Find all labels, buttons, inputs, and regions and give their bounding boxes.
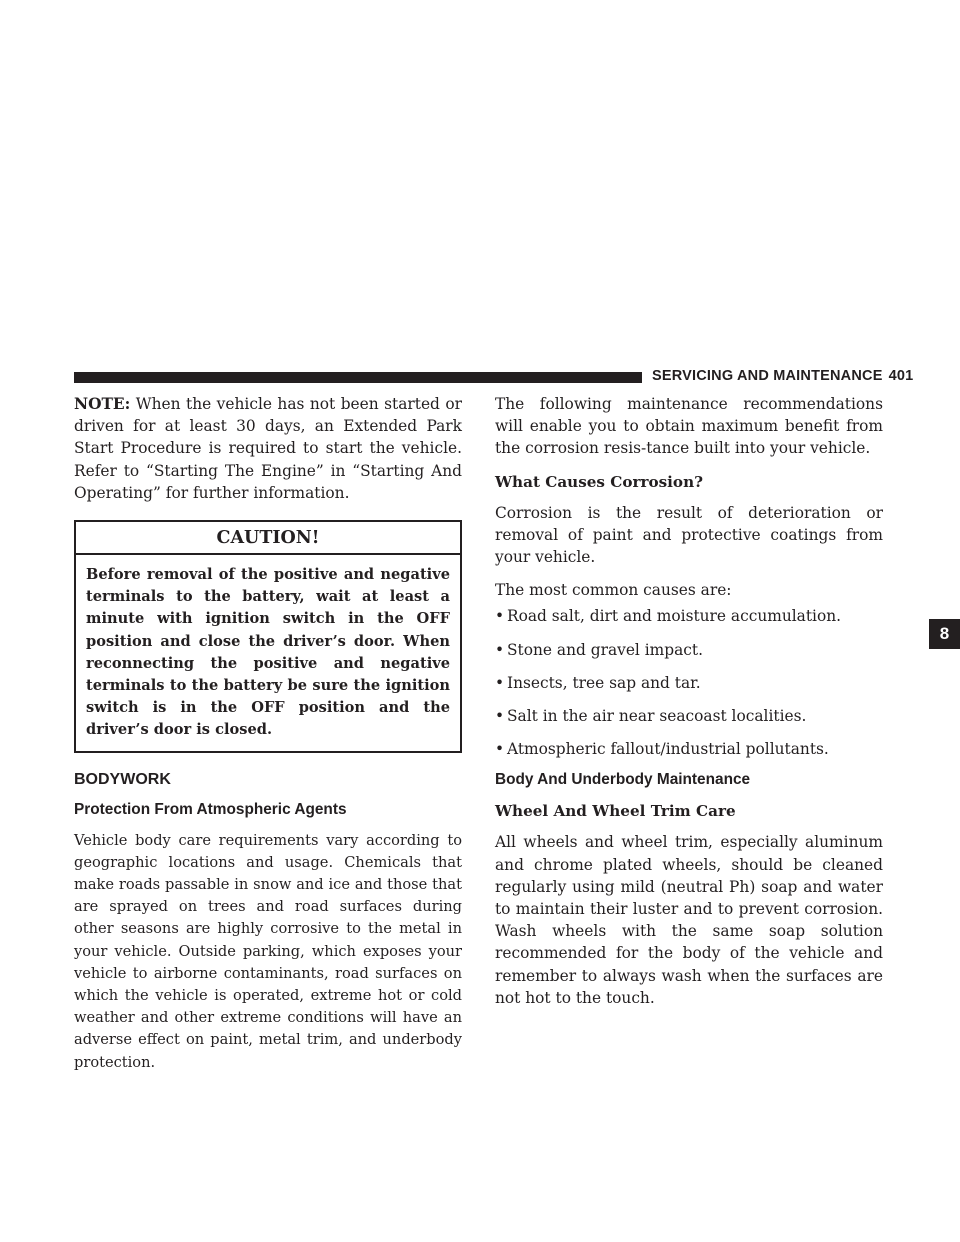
list-item: • Road salt, dirt and moisture accumulation. [495,605,883,627]
header-rule [74,372,642,383]
list-item: • Stone and gravel impact. [495,639,883,661]
wheel-heading: Wheel And Wheel Trim Care [495,802,736,821]
section-title: SERVICING AND MAINTENANCE [652,368,883,384]
note-text: When the vehicle has not been started or driven for at least 30 days, an Extended Park Start Procedure is required to start the vehicle. Refer to “Starting The Engine” in “Starting And Operating” for further information. [74,395,462,502]
caution-box [74,520,462,753]
list-item: • Insects, tree sap and tar. [495,672,883,694]
bodywork-heading: BODYWORK [74,770,171,788]
protection-heading: Protection From Atmospheric Agents [74,800,347,818]
wheel-paragraph: All wheels and wheel trim, especially aluminum and chrome plated wheels, should be cleaned regularly using mild (neutral Ph) soap and water to maintain their luster and to prevent corrosion. Wash wheels with the same soap solution recommended for the body of the vehicle and remember to always wash when the surfaces are not hot to the touch. [495,833,883,1007]
intro-paragraph: The following maintenance recommendations will enable you to obtain maximum benefit from the corrosion resis-tance built into your vehicle. [495,395,883,458]
protection-paragraph: Vehicle body care requirements vary according to geographic locations and usage. Chemicals that make roads passable in snow and ice and those that are sprayed on trees and road surfaces during other seasons are highly corrosive to the metal in your vehicle. Outside parking, which exposes your vehicle to airborne contaminants, road surfaces on which the vehicle is operated, extreme hot or cold weather and other extreme conditions will have an adverse effect on paint, metal trim, and underbody protection. [74,831,462,1071]
corrosion-heading: What Causes Corrosion? [495,472,704,491]
causes-list [495,605,883,760]
chapter-tab: 8 [929,619,960,649]
corrosion-paragraph: Corrosion is the result of deterioration or removal of paint and protective coatings from your vehicle. [495,503,883,567]
caution-title: CAUTION! [76,522,460,555]
list-item: • Salt in the air near seacoast localities. [495,705,883,727]
note-label: NOTE: [74,395,131,413]
list-item: • Atmospheric fallout/industrial pollutants. [495,738,883,760]
bullet-icon: • [495,673,505,692]
left-column [74,393,462,1074]
bullet-icon: • [495,640,505,659]
note-paragraph [74,393,462,504]
underbody-heading: Body And Underbody Maintenance [495,771,751,789]
bullet-icon: • [495,607,505,626]
bullet-icon: • [495,707,505,726]
right-column [495,393,883,1009]
bullet-icon: • [495,740,505,759]
causes-intro: The most common causes are: [495,581,732,600]
running-header [652,368,913,384]
page-number: 401 [888,368,914,384]
caution-text: Before removal of the positive and negative terminals to the battery, wait at least a minute with ignition switch in the OFF position and close the driver’s door. When reconnecting the positive and negative terminals to the battery be sure the ignition switch is in the OFF position and the driver’s door is closed. [86,566,450,739]
